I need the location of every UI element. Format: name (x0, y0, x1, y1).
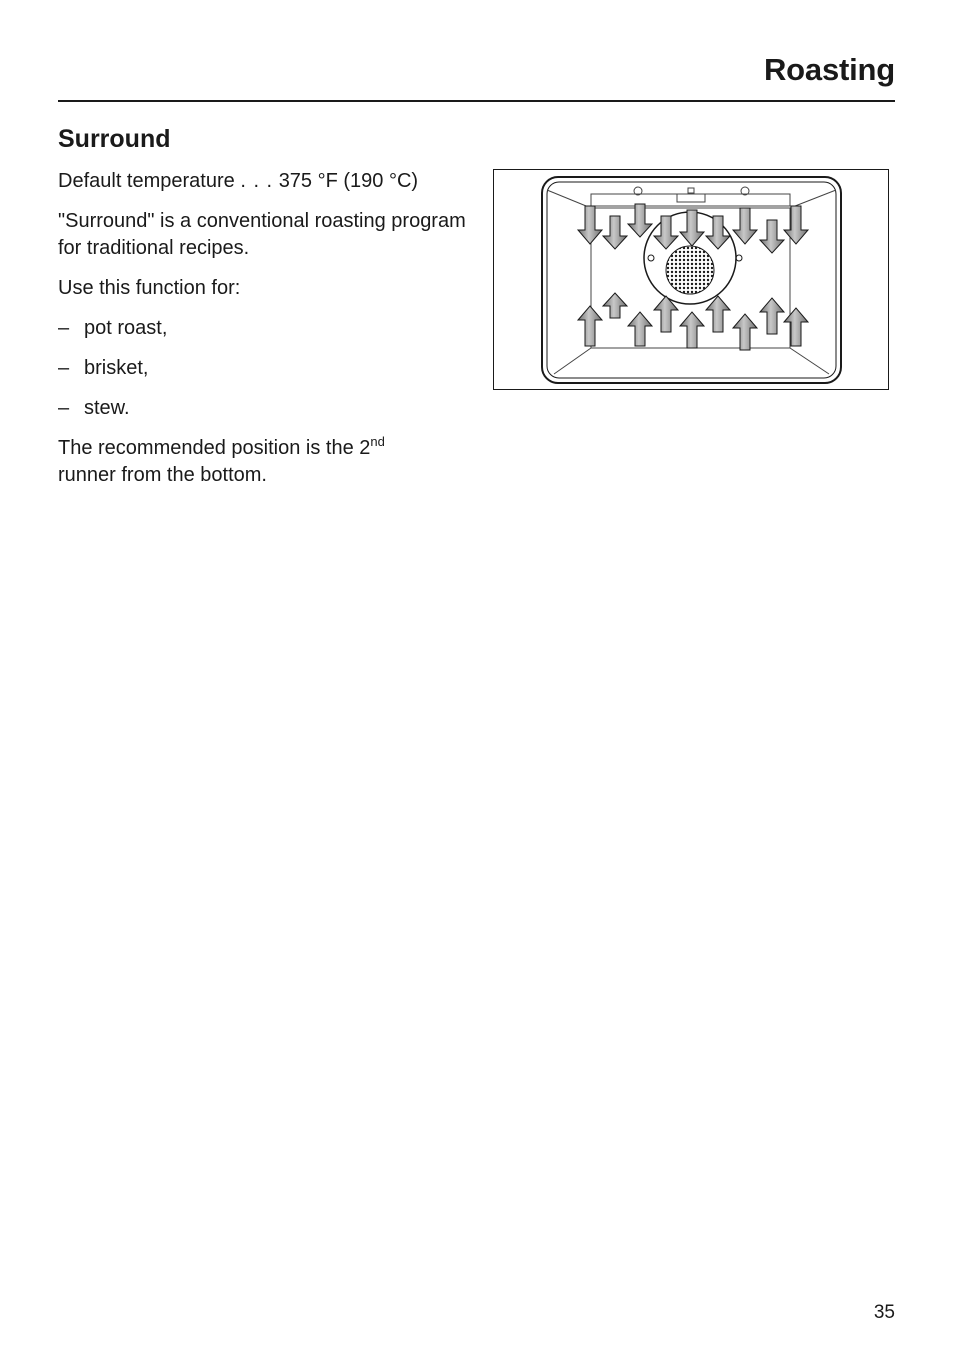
oven-surround-heat-icon (494, 170, 887, 388)
list-dash: – (58, 357, 70, 379)
list-dash: – (58, 317, 70, 339)
default-temperature-value: 375 °F (190 °C) (278, 170, 419, 192)
list-item-text: brisket, (84, 357, 149, 379)
arrow-down-group (578, 204, 808, 253)
default-temperature (58, 168, 478, 195)
section-body (58, 168, 478, 502)
section-title: Surround (58, 125, 171, 153)
list-item-text: pot roast, (84, 317, 168, 339)
page-title: Roasting (763, 52, 895, 87)
recommended-position-text (58, 435, 478, 489)
oven-diagram (493, 169, 889, 390)
list-dash: – (58, 397, 70, 419)
default-temperature-label: Default temperature (58, 170, 235, 192)
list-item (58, 395, 478, 422)
description-text: "Surround" is a conventional roasting program for traditional recipes. (58, 210, 466, 259)
list-item (58, 315, 478, 342)
position-text-before: The recommended position is the 2 (58, 437, 371, 459)
use-intro-text: Use this function for: (58, 277, 241, 299)
uses-list (58, 315, 478, 422)
default-temperature-dots: . . . (240, 170, 274, 192)
arrow-up-group (578, 293, 808, 350)
page-header (58, 48, 895, 102)
position-text-after: runner from the bottom. (58, 464, 267, 486)
position-superscript: nd (370, 434, 385, 449)
page-number: 35 (873, 1302, 895, 1323)
list-item (58, 355, 478, 382)
list-item-text: stew. (84, 397, 130, 419)
